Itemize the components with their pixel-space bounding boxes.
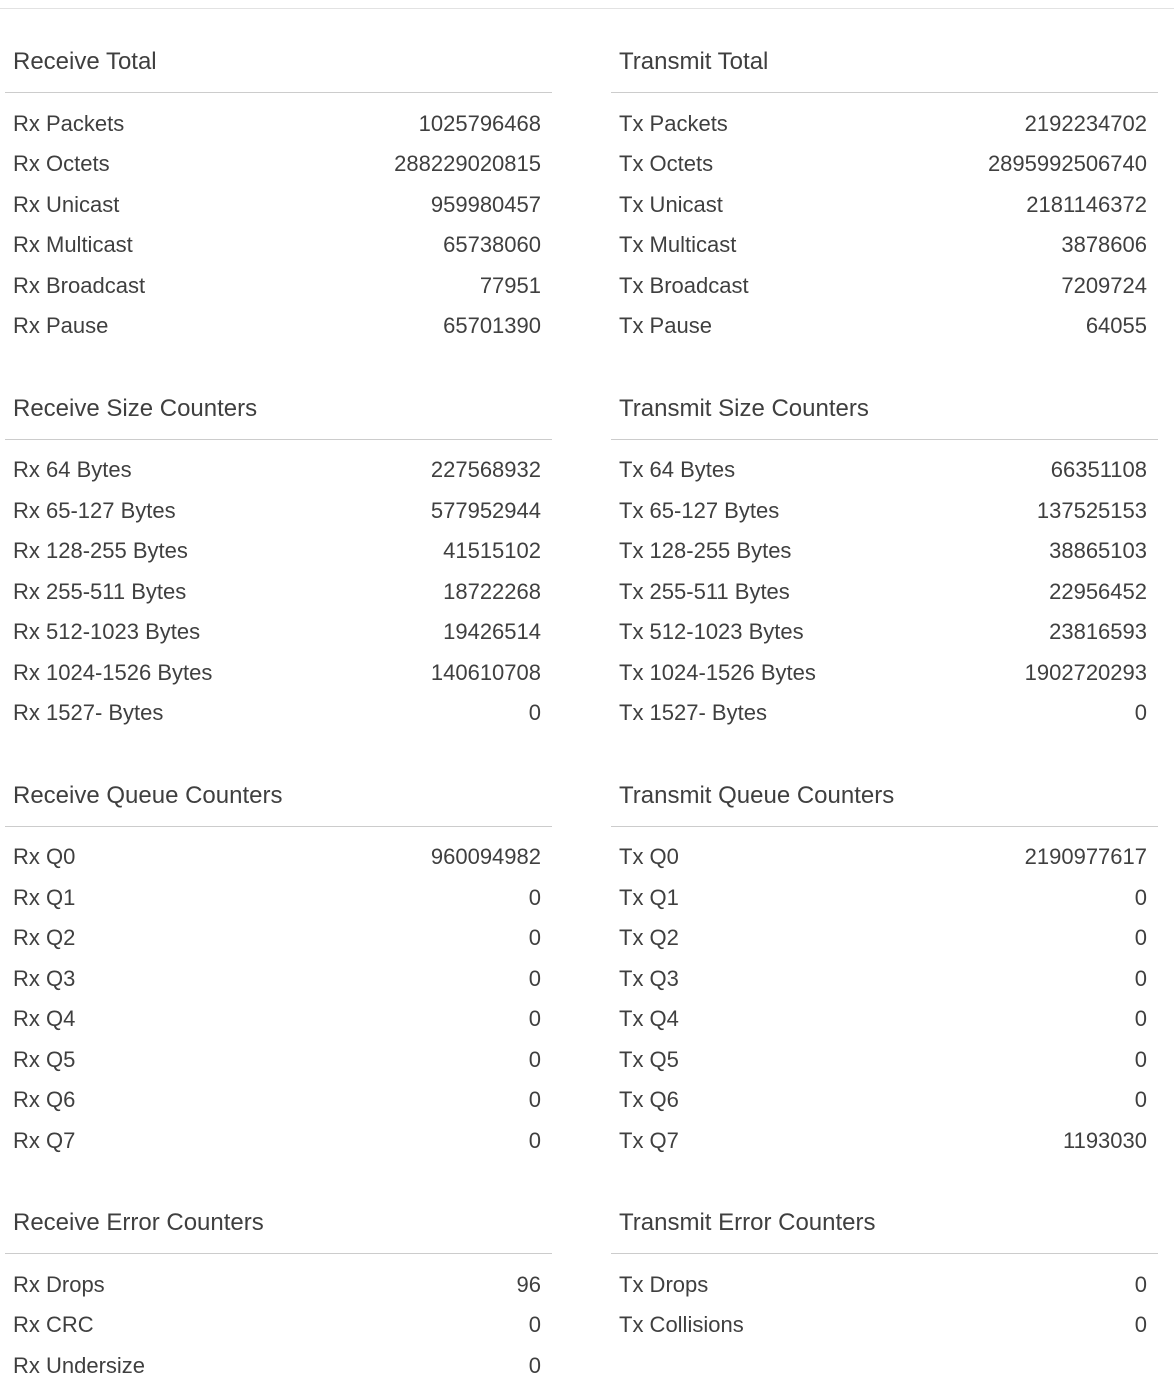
stat-label: Rx CRC bbox=[13, 1312, 94, 1338]
stat-row bbox=[611, 653, 1158, 694]
stat-value: 2895992506740 bbox=[987, 151, 1147, 177]
stat-value: 0 bbox=[1134, 925, 1147, 951]
stat-label: Rx Q4 bbox=[13, 1006, 76, 1032]
stat-label: Rx Q5 bbox=[13, 1046, 76, 1072]
stat-row bbox=[611, 104, 1158, 145]
port-statistics-page bbox=[0, 9, 1174, 1386]
stat-value: 65738060 bbox=[443, 232, 541, 258]
stat-row bbox=[611, 185, 1158, 226]
stat-label: Tx Q5 bbox=[619, 1046, 679, 1072]
stat-value: 0 bbox=[1134, 1271, 1147, 1297]
stat-value: 18722268 bbox=[443, 578, 541, 604]
stat-label: Tx Packets bbox=[619, 110, 728, 136]
stat-row bbox=[611, 1080, 1158, 1121]
stat-value: 22956452 bbox=[1049, 578, 1147, 604]
stat-value: 0 bbox=[1134, 1087, 1147, 1113]
stat-value: 0 bbox=[1134, 1006, 1147, 1032]
stat-row bbox=[611, 693, 1158, 734]
stat-row bbox=[611, 999, 1158, 1040]
stat-value: 0 bbox=[1134, 884, 1147, 910]
stat-row bbox=[5, 266, 552, 307]
stat-row bbox=[5, 572, 552, 613]
stat-label: Tx Multicast bbox=[619, 232, 737, 258]
stat-row bbox=[611, 612, 1158, 653]
stat-value: 96 bbox=[516, 1271, 541, 1297]
stat-row bbox=[5, 1305, 552, 1346]
section-rows bbox=[611, 827, 1158, 1162]
stat-row bbox=[5, 185, 552, 226]
stat-value: 1902720293 bbox=[1024, 659, 1147, 685]
stat-label: Rx Q0 bbox=[13, 844, 76, 870]
stat-label: Tx 65-127 Bytes bbox=[619, 497, 780, 523]
stat-row bbox=[5, 144, 552, 185]
stat-label: Tx Octets bbox=[619, 151, 714, 177]
stat-label: Tx Q0 bbox=[619, 844, 679, 870]
stat-label: Rx Packets bbox=[13, 110, 125, 136]
stat-label: Rx Q2 bbox=[13, 925, 76, 951]
stat-row bbox=[611, 306, 1158, 347]
section-rows bbox=[611, 1254, 1158, 1346]
stat-label: Rx 512-1023 Bytes bbox=[13, 619, 201, 645]
stat-value: 0 bbox=[528, 965, 541, 991]
stat-row bbox=[5, 612, 552, 653]
stat-label: Tx Q3 bbox=[619, 965, 679, 991]
stat-label: Rx 1527- Bytes bbox=[13, 700, 164, 726]
stat-label: Rx Q6 bbox=[13, 1087, 76, 1113]
stat-value: 227568932 bbox=[430, 457, 541, 483]
stat-value: 1193030 bbox=[1062, 1127, 1147, 1153]
stat-label: Tx 512-1023 Bytes bbox=[619, 619, 804, 645]
section-title-receive-error-counters: Receive Error Counters bbox=[5, 1208, 552, 1254]
stat-label: Rx Undersize bbox=[13, 1352, 146, 1378]
stat-value: 64055 bbox=[1085, 313, 1147, 339]
stat-value: 0 bbox=[528, 1127, 541, 1153]
section-receive-queue-counters bbox=[5, 781, 552, 1162]
stat-row bbox=[5, 1040, 552, 1081]
stat-row bbox=[5, 225, 552, 266]
stat-label: Tx Drops bbox=[619, 1271, 709, 1297]
stat-value: 19426514 bbox=[443, 619, 541, 645]
stat-label: Rx Q7 bbox=[13, 1127, 76, 1153]
stat-label: Tx Q7 bbox=[619, 1127, 679, 1153]
stat-label: Tx 1024-1526 Bytes bbox=[619, 659, 816, 685]
stat-label: Rx Drops bbox=[13, 1271, 105, 1297]
stat-value: 0 bbox=[528, 1352, 541, 1378]
section-title-transmit-size-counters: Transmit Size Counters bbox=[611, 394, 1158, 440]
stat-value: 2181146372 bbox=[1026, 191, 1147, 217]
section-rows bbox=[611, 93, 1158, 347]
stat-row bbox=[611, 144, 1158, 185]
stat-value: 77951 bbox=[479, 272, 541, 298]
stat-value: 0 bbox=[528, 1006, 541, 1032]
stat-label: Rx Multicast bbox=[13, 232, 133, 258]
stat-value: 577952944 bbox=[430, 497, 541, 523]
stat-value: 2192234702 bbox=[1024, 110, 1147, 136]
stat-value: 3878606 bbox=[1061, 232, 1147, 258]
stat-row bbox=[5, 959, 552, 1000]
stat-row bbox=[5, 878, 552, 919]
stat-value: 288229020815 bbox=[394, 151, 541, 177]
stat-label: Tx 1527- Bytes bbox=[619, 700, 767, 726]
stat-value: 140610708 bbox=[430, 659, 541, 685]
stat-row bbox=[611, 1121, 1158, 1162]
stat-label: Rx 128-255 Bytes bbox=[13, 538, 188, 564]
section-title-transmit-queue-counters: Transmit Queue Counters bbox=[611, 781, 1158, 827]
stat-value: 0 bbox=[528, 1046, 541, 1072]
stat-label: Tx Pause bbox=[619, 313, 712, 339]
stat-row bbox=[5, 918, 552, 959]
stat-value: 0 bbox=[528, 925, 541, 951]
section-transmit-queue-counters bbox=[611, 781, 1158, 1162]
section-rows bbox=[5, 440, 552, 734]
stat-row bbox=[5, 1080, 552, 1121]
section-title-transmit-total: Transmit Total bbox=[611, 47, 1158, 93]
stat-label: Rx 65-127 Bytes bbox=[13, 497, 176, 523]
section-rows bbox=[5, 827, 552, 1162]
section-transmit-total bbox=[611, 47, 1158, 347]
stat-label: Rx 1024-1526 Bytes bbox=[13, 659, 213, 685]
stat-row bbox=[5, 653, 552, 694]
stat-value: 0 bbox=[1134, 1046, 1147, 1072]
stat-value: 1025796468 bbox=[418, 110, 541, 136]
stat-value: 0 bbox=[528, 884, 541, 910]
stat-row bbox=[5, 306, 552, 347]
stat-value: 7209724 bbox=[1061, 272, 1147, 298]
section-receive-total bbox=[5, 47, 552, 347]
stat-label: Tx Q6 bbox=[619, 1087, 679, 1113]
stat-row bbox=[5, 491, 552, 532]
stat-row bbox=[5, 1346, 552, 1387]
stat-value: 65701390 bbox=[443, 313, 541, 339]
stat-label: Rx Broadcast bbox=[13, 272, 146, 298]
stat-label: Rx Unicast bbox=[13, 191, 120, 217]
stat-label: Tx Q2 bbox=[619, 925, 679, 951]
stat-value: 960094982 bbox=[430, 844, 541, 870]
stat-label: Tx Q1 bbox=[619, 884, 679, 910]
stat-label: Rx Q3 bbox=[13, 965, 76, 991]
stat-label: Tx Q4 bbox=[619, 1006, 679, 1032]
stat-label: Tx 255-511 Bytes bbox=[619, 578, 790, 604]
stat-row bbox=[611, 837, 1158, 878]
stat-row bbox=[611, 959, 1158, 1000]
stat-value: 41515102 bbox=[443, 538, 541, 564]
stat-row bbox=[611, 491, 1158, 532]
stat-row bbox=[5, 837, 552, 878]
stat-row bbox=[611, 450, 1158, 491]
stat-row bbox=[611, 531, 1158, 572]
stat-label: Tx Broadcast bbox=[619, 272, 749, 298]
stat-value: 0 bbox=[1134, 1312, 1147, 1338]
stat-row bbox=[611, 1305, 1158, 1346]
stat-row bbox=[611, 266, 1158, 307]
stat-row bbox=[5, 450, 552, 491]
section-title-transmit-error-counters: Transmit Error Counters bbox=[611, 1208, 1158, 1254]
stat-value: 23816593 bbox=[1049, 619, 1147, 645]
stat-row bbox=[611, 225, 1158, 266]
stat-row bbox=[5, 693, 552, 734]
stat-value: 0 bbox=[528, 700, 541, 726]
section-title-receive-queue-counters: Receive Queue Counters bbox=[5, 781, 552, 827]
stat-row bbox=[5, 1265, 552, 1306]
stat-value: 38865103 bbox=[1049, 538, 1147, 564]
stat-row bbox=[611, 1265, 1158, 1306]
stat-value: 0 bbox=[1134, 700, 1147, 726]
stat-label: Tx Unicast bbox=[619, 191, 723, 217]
section-transmit-error-counters bbox=[611, 1208, 1158, 1346]
stat-label: Rx Q1 bbox=[13, 884, 76, 910]
stat-label: Tx 128-255 Bytes bbox=[619, 538, 792, 564]
stat-value: 2190977617 bbox=[1024, 844, 1147, 870]
stat-row bbox=[5, 531, 552, 572]
stat-value: 0 bbox=[1134, 965, 1147, 991]
stat-label: Tx Collisions bbox=[619, 1312, 744, 1338]
stat-label: Rx Octets bbox=[13, 151, 110, 177]
stat-row bbox=[5, 999, 552, 1040]
stat-row bbox=[611, 918, 1158, 959]
section-title-receive-size-counters: Receive Size Counters bbox=[5, 394, 552, 440]
stat-row bbox=[5, 1121, 552, 1162]
stat-value: 0 bbox=[528, 1087, 541, 1113]
stat-label: Tx 64 Bytes bbox=[619, 457, 736, 483]
stat-value: 0 bbox=[528, 1312, 541, 1338]
stat-value: 959980457 bbox=[430, 191, 541, 217]
stat-row bbox=[611, 878, 1158, 919]
stat-value: 137525153 bbox=[1036, 497, 1147, 523]
stat-label: Rx 64 Bytes bbox=[13, 457, 132, 483]
stat-row bbox=[5, 104, 552, 145]
section-rows bbox=[5, 93, 552, 347]
stat-label: Rx 255-511 Bytes bbox=[13, 578, 187, 604]
section-title-receive-total: Receive Total bbox=[5, 47, 552, 93]
stat-row bbox=[611, 572, 1158, 613]
section-receive-error-counters bbox=[5, 1208, 552, 1386]
section-transmit-size-counters bbox=[611, 394, 1158, 734]
stat-row bbox=[611, 1040, 1158, 1081]
section-rows bbox=[5, 1254, 552, 1386]
stat-value: 66351108 bbox=[1050, 457, 1147, 483]
section-receive-size-counters bbox=[5, 394, 552, 734]
section-rows bbox=[611, 440, 1158, 734]
stat-label: Rx Pause bbox=[13, 313, 109, 339]
